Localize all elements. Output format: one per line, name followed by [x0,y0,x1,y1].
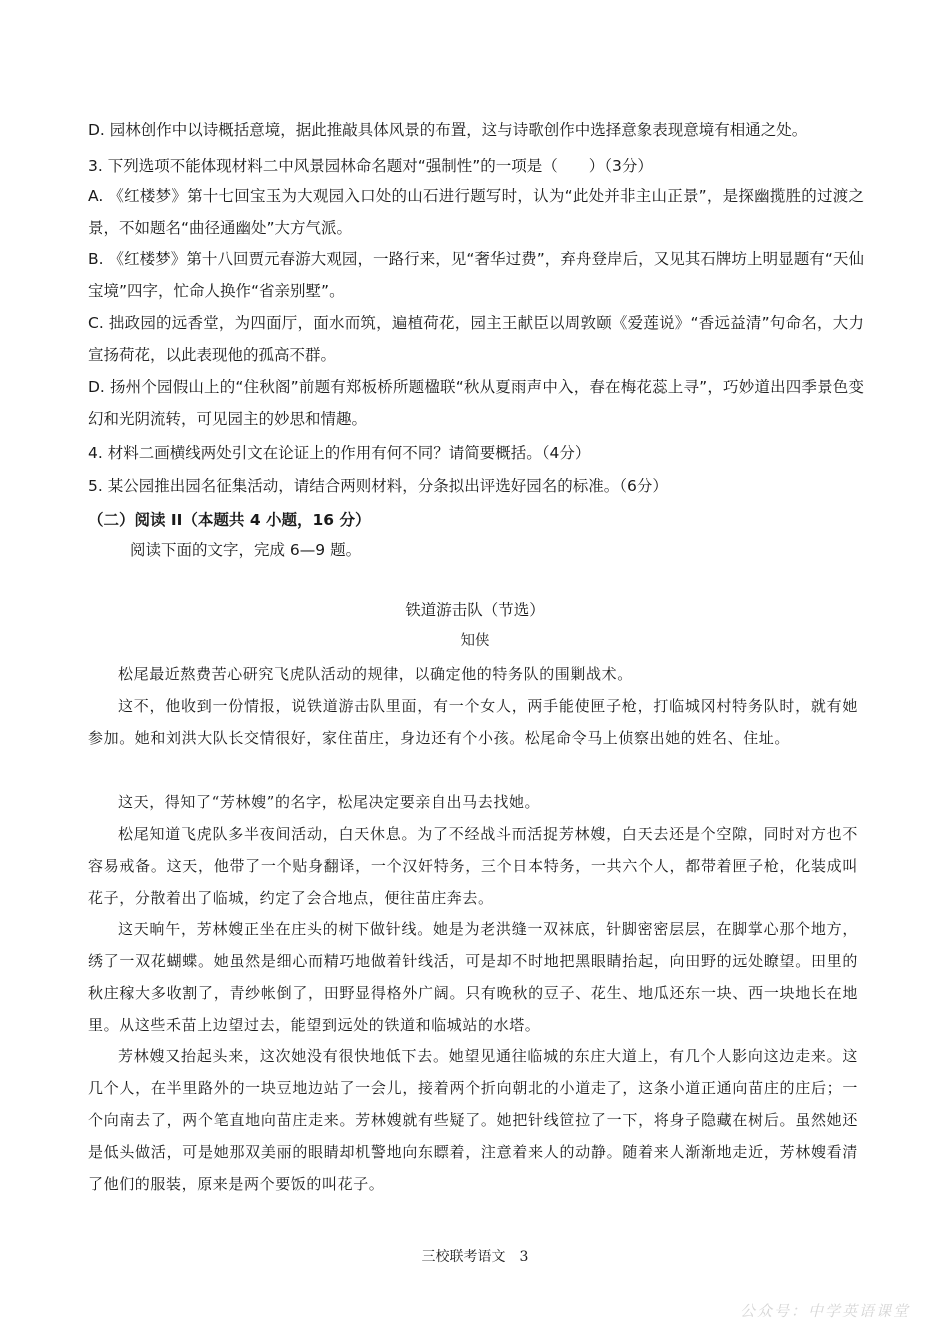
question-3: 3. 下列选项不能体现材料二中风景园林命名题对“强制性”的一项是（ ）（3分） [88,157,653,175]
passage-paragraph: 芳林嫂又抬起头来，这次她没有很快地低下去。她望见通往临城的东庄大道上，有几个人影向这边走来。这几个人，在半里路外的一块豆地边站了一会儿，接着两个折向朝北的小道走了，这条小道正通向苗庄的庄后；一个向南去了，两个笔直地向苗庄走来。芳林嫂就有些疑了。她把针线笸拉了一下，将身子隐藏在树后。虽然她还是低头做活，可是她那双美丽的眼睛却机警地向东瞟着，注意着来人的动静。随着来人渐渐地走近，芳林嫂看清了他们的服装，原来是两个要饭的叫花子。 [88,1047,858,1193]
question-3-option-c: C. 拙政园的远香堂，为四面厅，面水而筑，遍植荷花，园主王献臣以周敦颐《爱莲说》“香远益清”句命名，大力宣扬荷花，以此表现他的孤高不群。 [88,314,864,364]
passage-paragraph: 这不，他收到一份情报，说铁道游击队里面，有一个女人，两手能使匣子枪，打临城冈村特务队时，就有她参加。她和刘洪大队长交情很好，家住苗庄，身边还有个小孩。松尾命令马上侦察出她的姓名、住址。 [88,697,858,747]
watermark: 公众号：中学英语课堂 [739,1302,910,1320]
passage-paragraph: 松尾最近熬费苦心研究飞虎队活动的规律，以确定他的特务队的围剿战术。 [118,665,633,683]
question-4: 4. 材料二画横线两处引文在论证上的作用有何不同？请简要概括。（4分） [88,444,591,462]
question-3-option-a: A. 《红楼梦》第十七回宝玉为大观园入口处的山石进行题写时，认为“此处并非主山正景”，是探幽揽胜的过渡之景，不如题名“曲径通幽处”大方气派。 [88,187,864,237]
option-d-previous: D. 园林创作中以诗概括意境，据此推敲具体风景的布置，这与诗歌创作中选择意象表现意境有相通之处。 [88,121,808,139]
question-5: 5. 某公园推出园名征集活动，请结合两则材料，分条拟出评选好园名的标准。（6分） [88,477,668,495]
section-intro: 阅读下面的文字，完成 6—9 题。 [130,541,362,559]
question-3-option-b: B. 《红楼梦》第十八回贾元春游大观园，一路行来，见“奢华过费”，弃舟登岸后，又见其石牌坊上明显题有“天仙宝境”四字，忙命人换作“省亲别墅”。 [88,250,864,300]
section-heading: （二）阅读 II（本题共 4 小题，16 分） [88,511,371,529]
passage-author: 知侠 [460,633,490,649]
passage-paragraph: 这天，得知了“芳林嫂”的名字，松尾决定要亲自出马去找她。 [118,793,541,811]
page-footer: 三校联考语文 3 [421,1249,529,1265]
passage-title: 铁道游击队（节选） [405,601,545,619]
passage-paragraph: 松尾知道飞虎队多半夜间活动，白天休息。为了不经战斗而活捉芳林嫂，白天去还是个空隙，同时对方也不容易戒备。这天，他带了一个贴身翻译，一个汉奸特务，三个日本特务，一共六个人，都带着匣子枪，化装成叫花子，分散着出了临城，约定了会合地点，便往苗庄奔去。 [88,825,858,907]
passage-paragraph: 这天晌午，芳林嫂正坐在庄头的树下做针线。她是为老洪缝一双袜底，针脚密密层层，在脚掌心那个地方，绣了一双花蝴蝶。她虽然是细心而精巧地做着针线活，可是却不时地把黑眼睛抬起，向田野的远处瞭望。田里的秋庄稼大多收割了，青纱帐倒了，田野显得格外广阔。只有晚秋的豆子、花生、地瓜还东一块、西一块地长在地里。从这些禾苗上边望过去，能望到远处的铁道和临城站的水塔。 [88,920,858,1034]
question-3-option-d: D. 扬州个园假山上的“住秋阁”前题有郑板桥所题楹联“秋从夏雨声中入，春在梅花蕊上寻”，巧妙道出四季景色变幻和光阴流转，可见园主的妙思和情趣。 [88,378,864,428]
